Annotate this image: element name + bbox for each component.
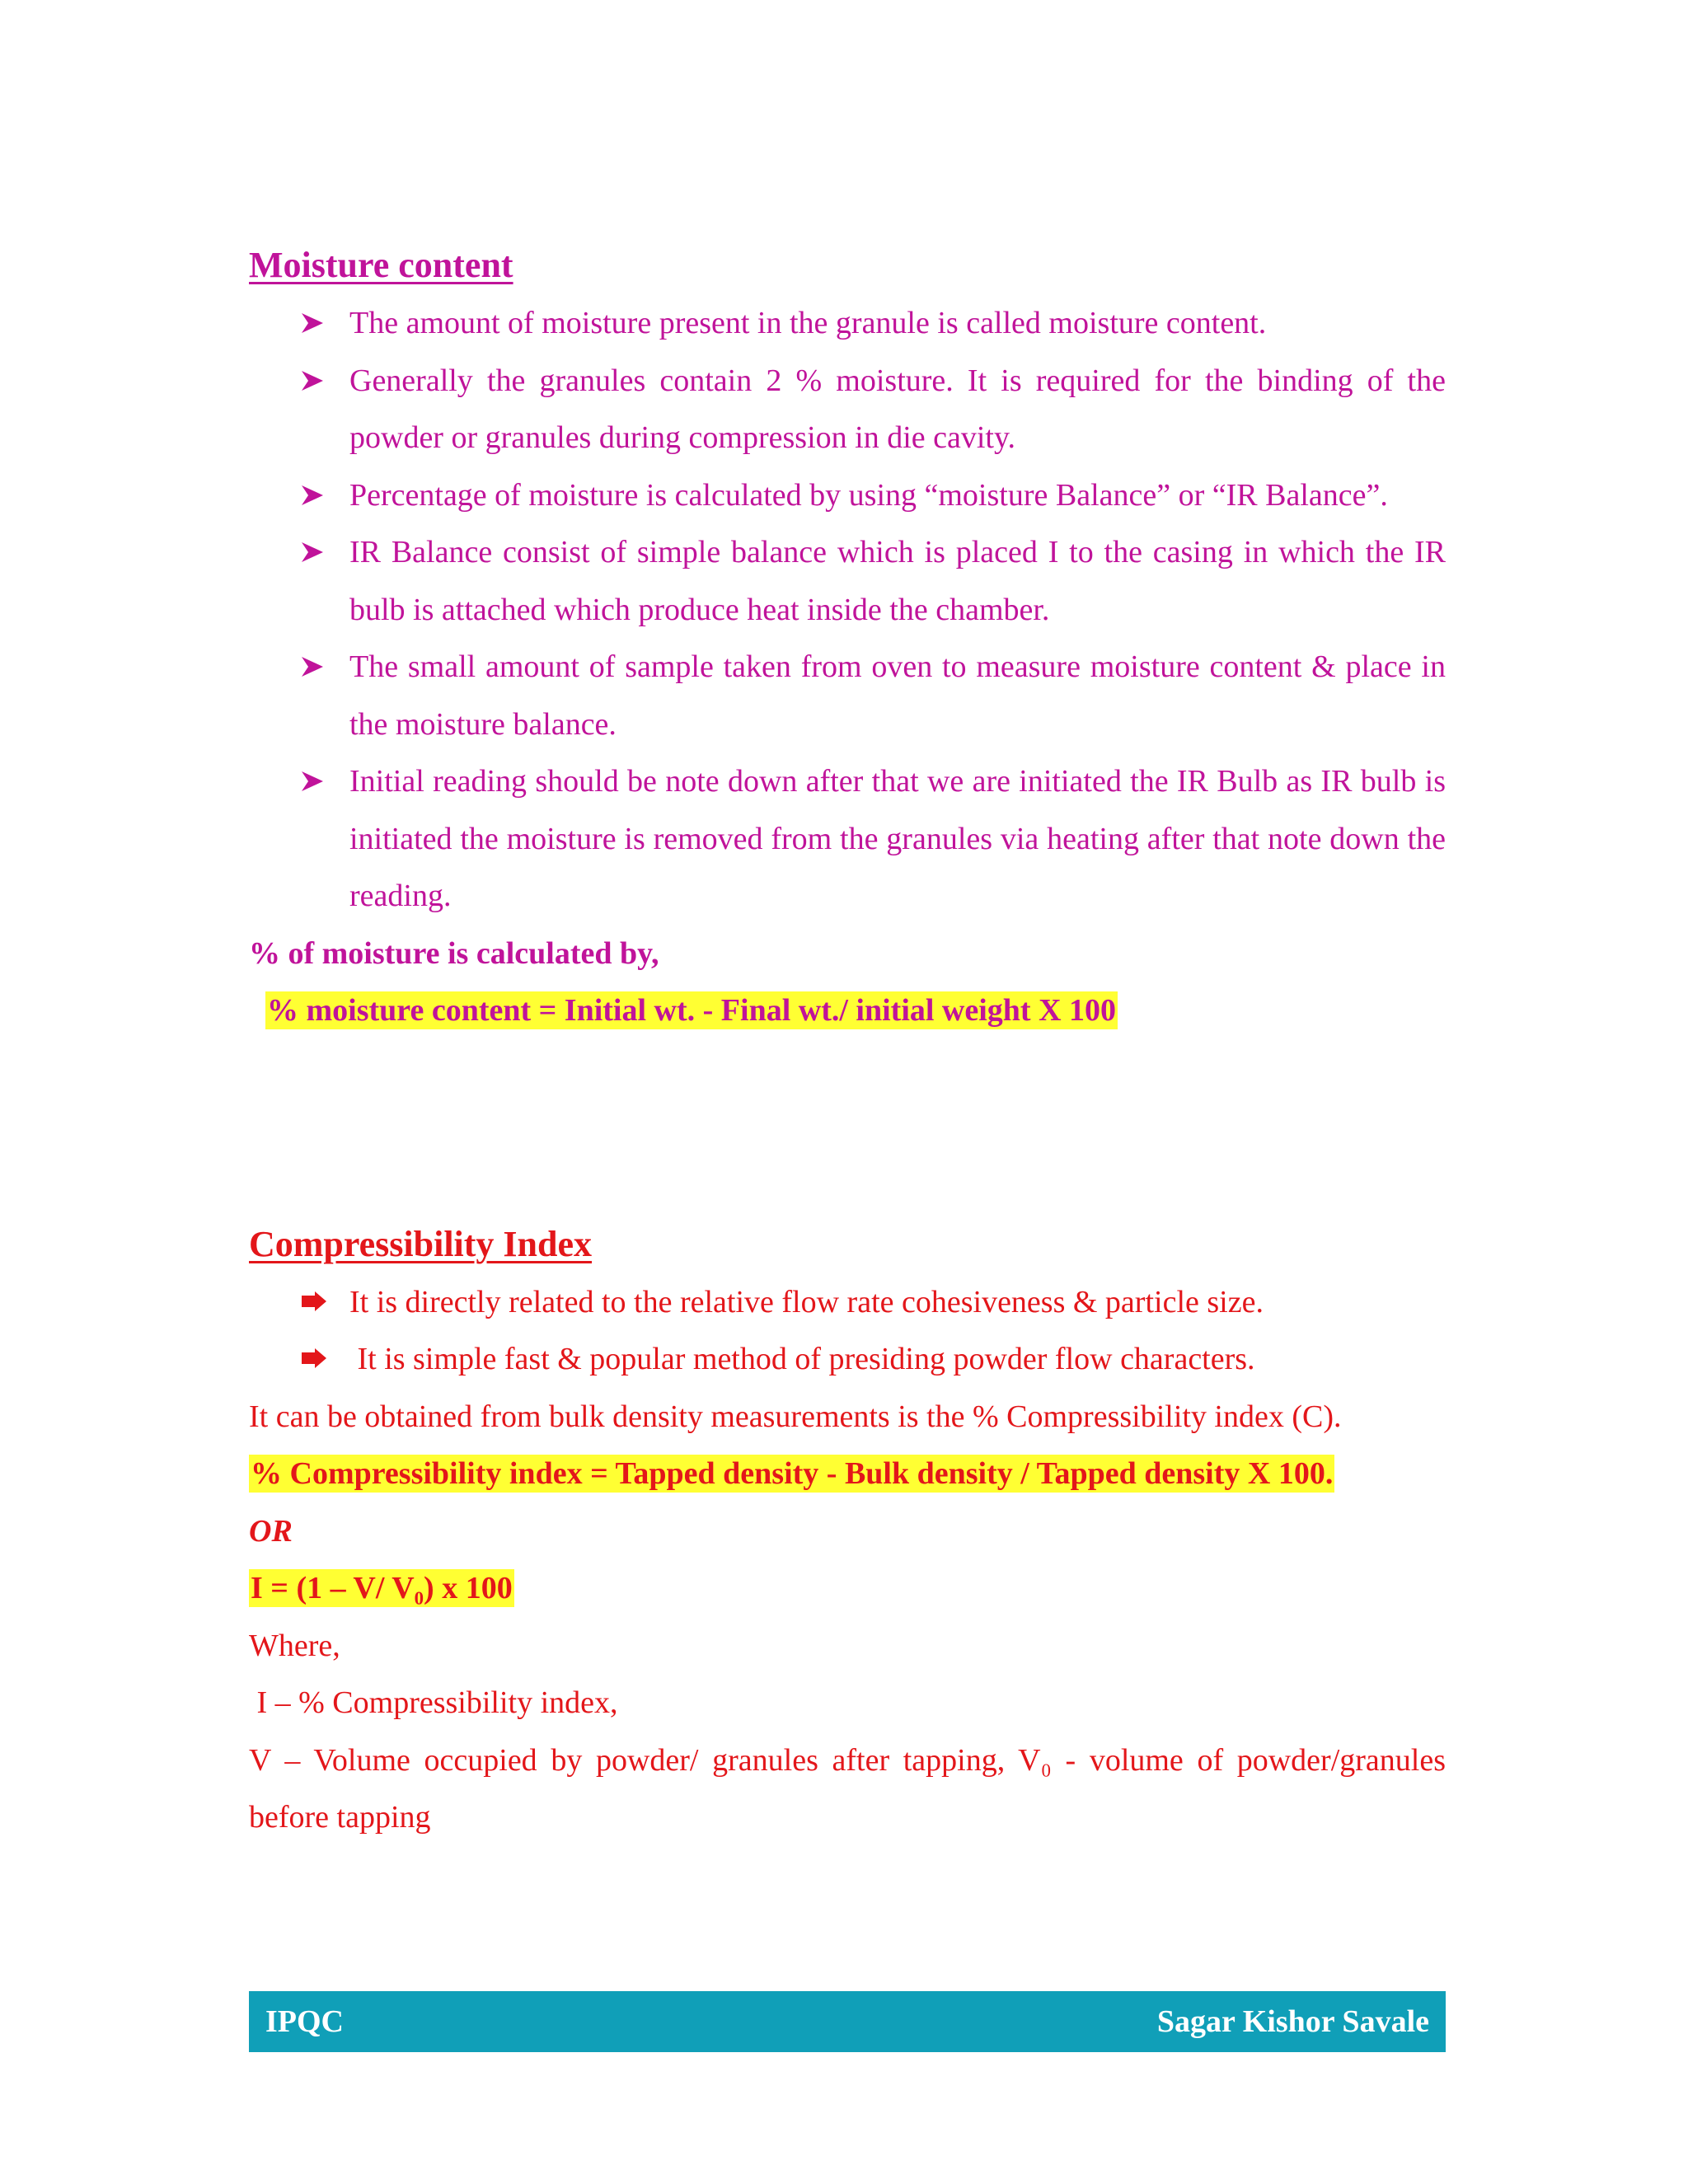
bullet-text: IR Balance consist of simple balance which is placed I to the casing in which the IR bulb is attached which produce heat inside the chamber. [349,535,1446,627]
thick-arrow-bullet-icon [300,1331,336,1408]
definition-i: I – % Compressibility index, [249,1685,618,1720]
moisture-formula-line [249,982,1446,1040]
where-label: Where, [249,1628,340,1663]
compressibility-index-heading: Compressibility Index [249,1223,593,1264]
moisture-calc-intro: % of moisture is calculated by, [249,935,659,971]
compressibility-formula: % Compressibility index = Tapped density - Bulk density / Tapped density X 100. [251,1456,1334,1491]
list-item [300,295,1446,353]
bullet-text: It is simple fast & popular method of presiding powder flow characters. [349,1342,1255,1376]
list-item [300,1274,1446,1332]
bullet-text: Generally the granules contain 2 % moisture. It is required for the binding of the powder or granules during compression in die cavity. [349,363,1446,455]
moisture-content-heading: Moisture content [249,245,513,285]
list-item [300,1331,1446,1389]
page-content [249,236,1446,1847]
list-item [300,353,1446,467]
compressibility-bullet-list [249,1274,1446,1389]
index-formula: I = (1 – V/ V₀) x 100 [251,1571,513,1605]
list-item [300,753,1446,926]
bullet-text: It is directly related to the relative flow rate cohesiveness & particle size. [349,1284,1264,1319]
index-formula-line [249,1560,1446,1618]
bullet-text: The small amount of sample taken from oven to measure moisture content & place in the moisture balance. [349,649,1446,742]
list-item [300,467,1446,525]
arrowhead-bullet-icon [300,353,336,429]
definition-v: V – Volume occupied by powder/ granules after tapping, V₀ - volume of powder/granules before tapping [249,1742,1446,1835]
list-item [300,639,1446,753]
section-gap [249,1040,1446,1215]
bullet-text: The amount of moisture present in the granule is called moisture content. [349,306,1267,340]
moisture-bullet-list [249,295,1446,926]
list-item [300,524,1446,639]
or-label: OR [249,1513,293,1549]
footer-left-label: IPQC [265,2004,344,2039]
arrowhead-bullet-icon [300,753,336,830]
compressibility-intro: It can be obtained from bulk density measurements is the % Compressibility index (C). [249,1399,1342,1434]
arrowhead-bullet-icon [300,524,336,601]
arrowhead-bullet-icon [300,639,336,715]
bullet-text: Percentage of moisture is calculated by using “moisture Balance” or “IR Balance”. [349,477,1388,513]
compressibility-formula-line [249,1446,1446,1503]
moisture-formula: % moisture content = Initial wt. - Final wt./ initial weight X 100 [267,993,1117,1028]
bullet-text: Initial reading should be note down after that we are initiated the IR Bulb as IR bulb is initiated the moisture is removed from the granules via heating after that note down the reading. [349,764,1446,913]
page-footer [249,1991,1446,2052]
footer-author: Sagar Kishor Savale [1156,2004,1429,2039]
